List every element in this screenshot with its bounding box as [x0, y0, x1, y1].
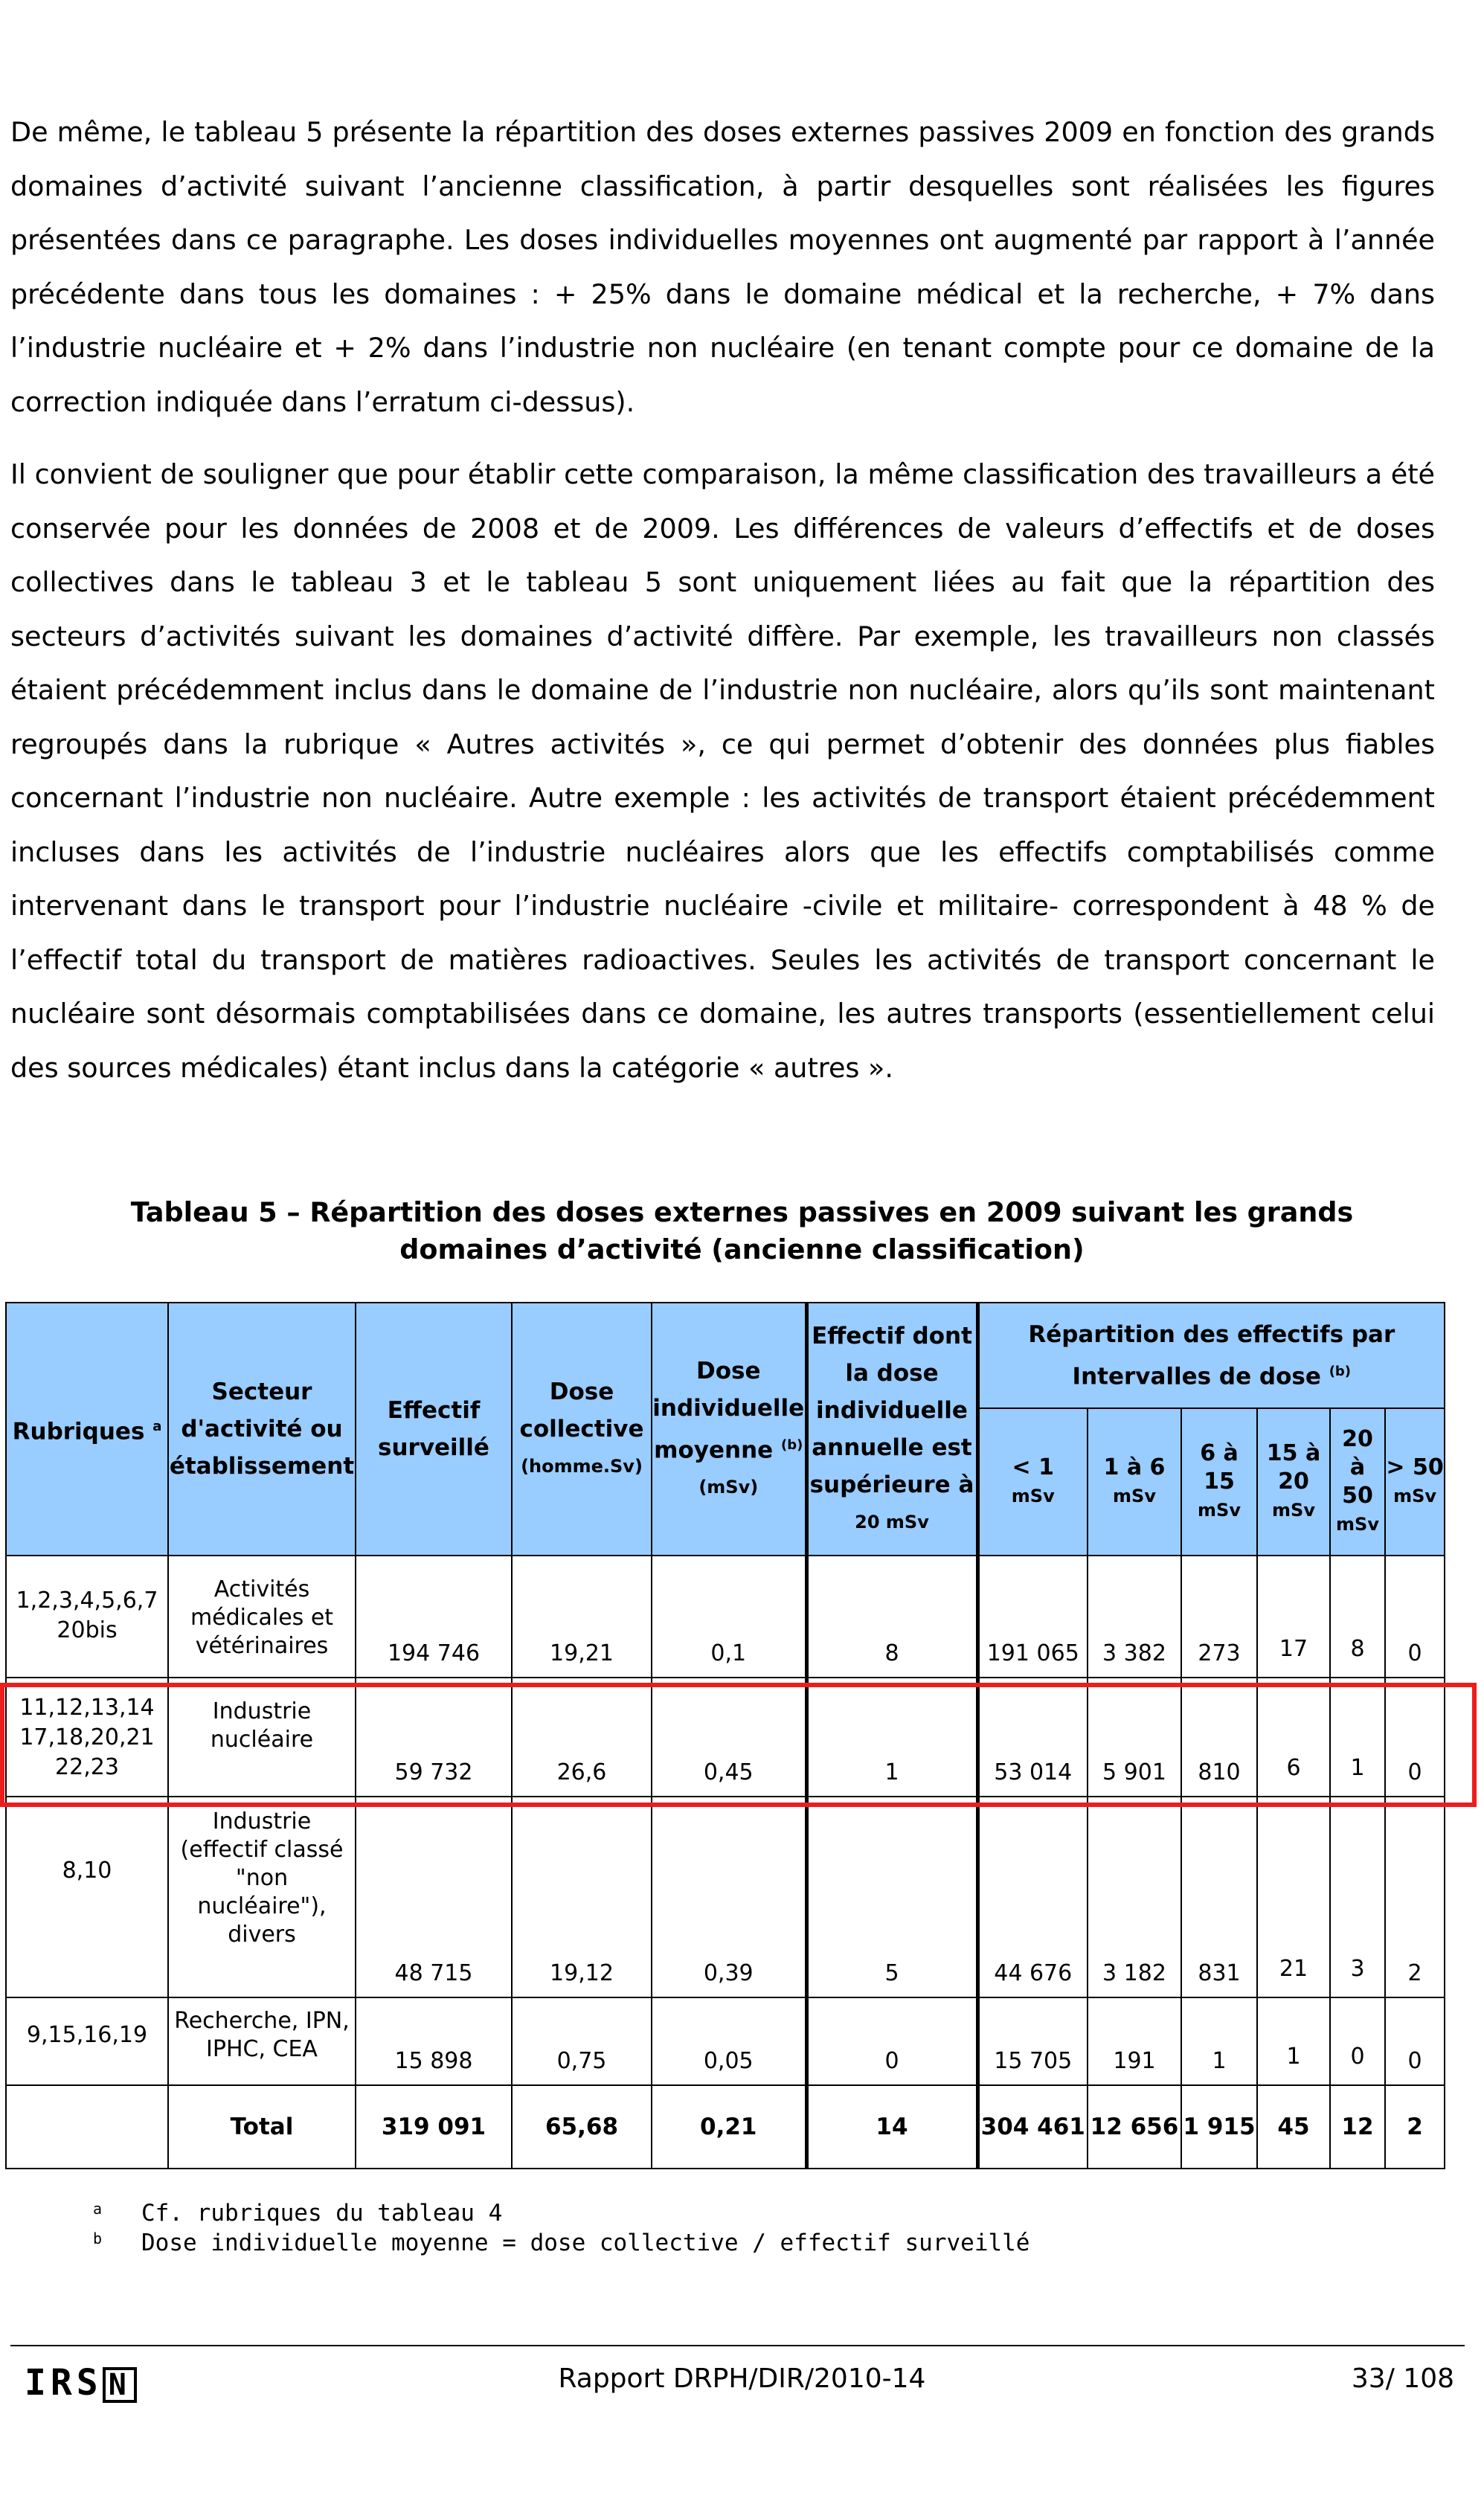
cell-interval: 1 — [1181, 1997, 1257, 2085]
header-interval-gt50: > 50 mSv — [1385, 1408, 1445, 1556]
header-interval-1-6: 1 à 6 mSv — [1088, 1408, 1181, 1556]
cell-interval: 810 — [1181, 1678, 1257, 1797]
underlined-text-2: + 7% dans l’industrie nucléaire — [10, 277, 1435, 364]
cell-dose-collective: 0,75 — [512, 1997, 652, 2085]
p1-text-end: et + 2% dans l’industrie non nucléaire (en tenant compte pour ce domaine de la correction indiquée dans l’erratum ci-dessus). — [10, 332, 1435, 418]
paragraph-2: Il convient de souligner que pour établir cette comparaison, la même classification des travailleurs a été conservée pour les données de 2008 et de 2009. Les différences de valeurs d’effectifs et de doses collectives dans le tableau 3 et le tableau 5 sont uniquement liées au fait que la répartition des secteurs d’activités suivant les domaines d’activité diffère. Par exemple, les travailleurs non classés étaient précédemment inclus dans le domaine de l’industrie non nucléaire, alors qu’ils sont maintenant regroupés dans la rubrique « Autres activités », ce qui permet d’obtenir des données plus fiables concernant l’industrie non nucléaire. Autre exemple : les activités de transport étaient précédemment incluses dans les activités de l’industrie nucléaires alors que les effectifs comptabilisés comme intervenant dans le transport pour l’industrie nucléaire -civile et militaire- correspondent à 48 % de l’effectif total du transport de matières radioactives. Seules les activités de transport concernant le nucléaire sont désormais comptabilisées dans ce domaine, les autres transports (essentiellement celui des sources médicales) étant inclus dans la catégorie « autres ». — [10, 458, 1435, 1084]
header-repartition: Répartition des effectifs par Intervalles de dose $^{(b)}$ — [977, 1303, 1445, 1408]
cell-effectif: 194 746 — [356, 1556, 512, 1678]
cell-dose-moyenne: 0,39 — [652, 1797, 806, 1997]
cell-dose-collective: 26,6 — [512, 1678, 652, 1797]
cell-dose-moyenne: 0,05 — [652, 1997, 806, 2085]
header-dose-individuelle: Dose individuelle moyenne $^{(b)}$ (mSv) — [652, 1303, 806, 1556]
doses-table — [5, 1302, 1445, 2169]
cell-interval: 15 705 — [977, 1997, 1088, 2085]
cell-effectif: 319 091 — [356, 2085, 512, 2169]
cell-dose-collective: 65,68 — [512, 2085, 652, 2169]
cell-interval: 2 — [1385, 2085, 1445, 2169]
table-total-row — [6, 2085, 1445, 2169]
cell-secteur: Industrie (effectif classé "non nucléaire"), divers — [168, 1797, 356, 1997]
report-reference: Rapport DRPH/DIR/2010-14 — [558, 2363, 926, 2394]
cell-dose-collective: 19,21 — [512, 1556, 652, 1678]
footnote-mark: b — [93, 2230, 103, 2247]
cell-interval: 304 461 — [977, 2085, 1088, 2169]
header-interval-6-15: 6 à 15 mSv — [1181, 1408, 1257, 1556]
cell-interval: 3 — [1330, 1797, 1385, 1997]
cell-interval: 21 — [1257, 1797, 1330, 1997]
header-effectif-sup-20: Effectif dont la dose individuelle annuelle est supérieure à 20 mSv — [806, 1303, 977, 1556]
cell-rubriques: 1,2,3,4,5,6,7 20bis — [6, 1556, 168, 1678]
cell-interval: 53 014 — [977, 1678, 1088, 1797]
cell-rubriques: 11,12,13,14 17,18,20,21 22,23 — [6, 1678, 168, 1797]
cell-dose-moyenne: 0,21 — [652, 2085, 806, 2169]
cell-interval: 0 — [1330, 1997, 1385, 2085]
cell-sup20: 1 — [806, 1678, 977, 1797]
cell-interval: 191 — [1088, 1997, 1181, 2085]
cell-interval: 12 656 — [1088, 2085, 1181, 2169]
cell-dose-moyenne: 0,45 — [652, 1678, 806, 1797]
header-interval-20-50: 20 à 50 mSv — [1330, 1408, 1385, 1556]
header-effectif: Effectif surveillé — [356, 1303, 512, 1556]
cell-interval: 1 — [1330, 1678, 1385, 1797]
cell-secteur: Recherche, IPN, IPHC, CEA — [168, 1997, 356, 2085]
cell-effectif: 48 715 — [356, 1797, 512, 1997]
table-row — [6, 1678, 1445, 1797]
paragraph-1 — [10, 106, 1435, 429]
header-dose-collective: Dose collective (homme.Sv) — [512, 1303, 652, 1556]
cell-interval: 0 — [1385, 1556, 1445, 1678]
cell-dose-collective: 19,12 — [512, 1797, 652, 1997]
footnote-mark: a — [93, 2200, 103, 2218]
header-interval-lt1: < 1 mSv — [977, 1408, 1088, 1556]
cell-interval: 273 — [1181, 1556, 1257, 1678]
cell-interval: 0 — [1385, 1997, 1445, 2085]
page-number: 33/ 108 — [1351, 2363, 1454, 2394]
cell-effectif: 15 898 — [356, 1997, 512, 2085]
cell-sup20: 5 — [806, 1797, 977, 1997]
footnote-a — [93, 2198, 503, 2228]
header-rubriques: Rubriques $^a$ — [6, 1303, 168, 1556]
cell-secteur: Industrie nucléaire — [168, 1678, 356, 1797]
header-interval-15-20: 15 à 20 mSv — [1257, 1408, 1330, 1556]
cell-interval: 6 — [1257, 1678, 1330, 1797]
cell-interval: 3 382 — [1088, 1556, 1181, 1678]
footer-divider — [10, 2345, 1465, 2346]
cell-interval: 1 915 — [1181, 2085, 1257, 2169]
p1-text-middle: dans tous les domaines : + 25% dans le domaine médical et la recherche, — [164, 277, 1276, 310]
cell-interval: 44 676 — [977, 1797, 1088, 1997]
cell-interval: 2 — [1385, 1797, 1445, 1997]
cell-interval: 831 — [1181, 1797, 1257, 1997]
cell-interval: 0 — [1385, 1678, 1445, 1797]
cell-sup20: 14 — [806, 2085, 977, 2169]
cell-secteur: Activités médicales et vétérinaires — [168, 1556, 356, 1678]
cell-rubriques: 8,10 — [6, 1797, 168, 1997]
cell-sup20: 8 — [806, 1556, 977, 1678]
cell-interval: 1 — [1257, 1997, 1330, 2085]
footnote-text: Cf. rubriques du tableau 4 — [141, 2200, 503, 2227]
cell-interval: 191 065 — [977, 1556, 1088, 1678]
cell-dose-moyenne: 0,1 — [652, 1556, 806, 1678]
cell-interval: 8 — [1330, 1556, 1385, 1678]
cell-total-label: Total — [168, 2085, 356, 2169]
cell-interval: 12 — [1330, 2085, 1385, 2169]
table-caption — [0, 1194, 1484, 1268]
table-row — [6, 1797, 1445, 1997]
cell-interval: 5 901 — [1088, 1678, 1181, 1797]
table-row — [6, 1997, 1445, 2085]
table-row — [6, 1556, 1445, 1678]
cell-rubriques: 9,15,16,19 — [6, 1997, 168, 2085]
cell-interval: 3 182 — [1088, 1797, 1181, 1997]
underlined-text-1: Les doses individuelles moyennes ont augmenté par rapport à l’année précédente — [10, 224, 1435, 310]
caption-line-2: domaines d’activité (ancienne classification) — [399, 1233, 1085, 1265]
cell-effectif: 59 732 — [356, 1678, 512, 1797]
caption-line-1: Tableau 5 – Répartition des doses externes passives en 2009 suivant les grands — [130, 1196, 1354, 1228]
header-secteur: Secteur d'activité ou établissement — [168, 1303, 356, 1556]
cell-sup20: 0 — [806, 1997, 977, 2085]
cell-interval: 17 — [1257, 1556, 1330, 1678]
p1-text-start: De même, le tableau 5 présente la répartition des doses externes passives 2009 en fonction des grands domaines d’activité suivant l’ancienne classification, à partir desquelles sont réalisées les figures présentées dans ce paragraphe. — [10, 116, 1435, 256]
cell-empty — [6, 2085, 168, 2169]
footnote-b — [93, 2228, 1030, 2258]
cell-interval: 45 — [1257, 2085, 1330, 2169]
footnote-text: Dose individuelle moyenne = dose collective / effectif surveillé — [141, 2230, 1030, 2256]
irsn-logo: IRS N — [25, 2362, 137, 2404]
